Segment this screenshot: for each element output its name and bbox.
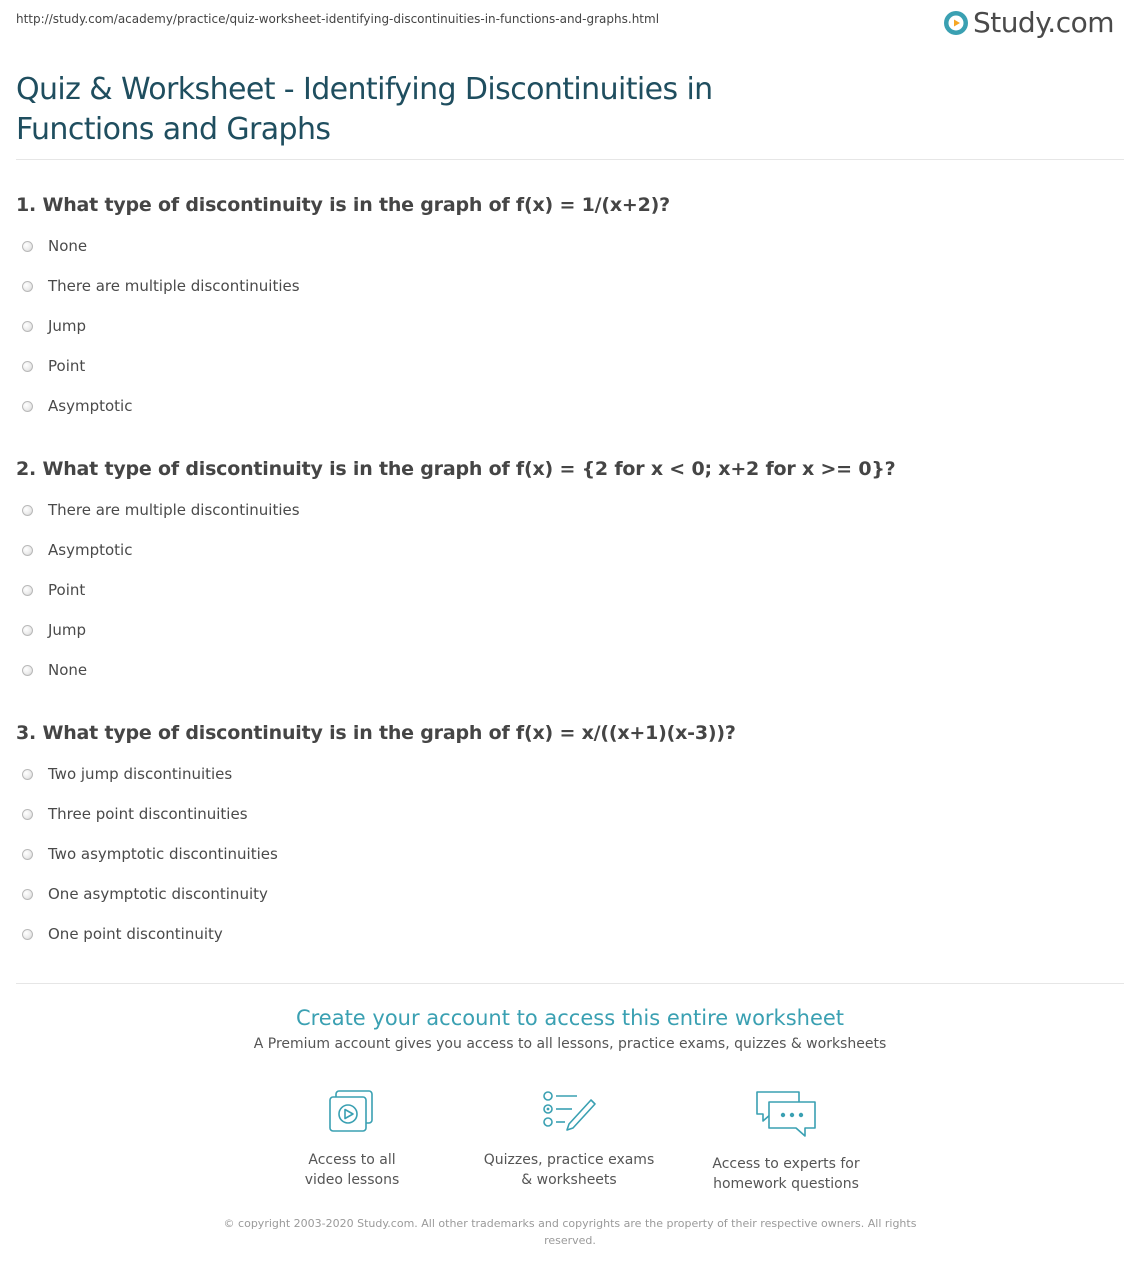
answer-option[interactable]: Three point discontinuities xyxy=(22,805,248,823)
study-logo[interactable] xyxy=(943,6,1114,39)
feature-quizzes: Quizzes, practice exams & worksheets xyxy=(474,1088,664,1190)
radio-button[interactable] xyxy=(22,809,33,820)
video-lessons-icon xyxy=(324,1088,380,1136)
radio-button[interactable] xyxy=(22,505,33,516)
question-text: 2. What type of discontinuity is in the graph of f(x) = {2 for x < 0; x+2 for x >= 0}? xyxy=(16,458,896,480)
cta-subtitle: A Premium account gives you access to all lessons, practice exams, quizzes & worksheets xyxy=(253,1036,887,1052)
answer-option[interactable]: Asymptotic xyxy=(22,541,132,559)
radio-button[interactable] xyxy=(22,625,33,636)
answer-option[interactable]: Point xyxy=(22,581,85,599)
answer-option[interactable]: Jump xyxy=(22,621,86,639)
radio-button[interactable] xyxy=(22,665,33,676)
radio-button[interactable] xyxy=(22,545,33,556)
quiz-checklist-icon xyxy=(539,1088,599,1136)
divider xyxy=(16,159,1124,160)
question-text: 1. What type of discontinuity is in the graph of f(x) = 1/(x+2)? xyxy=(16,194,670,216)
answer-option[interactable]: There are multiple discontinuities xyxy=(22,501,300,519)
feature-experts: Access to experts for homework questions xyxy=(691,1088,881,1194)
page-title: Quiz & Worksheet - Identifying Discontinuities in Functions and Graphs xyxy=(16,72,713,147)
radio-button[interactable] xyxy=(22,281,33,292)
logo-text: Study.com xyxy=(972,6,1114,39)
play-circle-icon xyxy=(943,10,969,36)
radio-button[interactable] xyxy=(22,321,33,332)
answer-option[interactable]: None xyxy=(22,661,87,679)
chat-experts-icon xyxy=(753,1088,819,1140)
answer-option[interactable]: One point discontinuity xyxy=(22,925,223,943)
page-url: http://study.com/academy/practice/quiz-worksheet-identifying-discontinuities-in-functions-and-graphs.html xyxy=(16,12,660,26)
copyright: © copyright 2003-2020 Study.com. All other trademarks and copyrights are the property of their respective owners. All rights reserved. xyxy=(223,1217,917,1247)
radio-button[interactable] xyxy=(22,585,33,596)
radio-button[interactable] xyxy=(22,401,33,412)
answer-option[interactable]: None xyxy=(22,237,87,255)
answer-option[interactable]: Two asymptotic discontinuities xyxy=(22,845,278,863)
radio-button[interactable] xyxy=(22,929,33,940)
answer-option[interactable]: One asymptotic discontinuity xyxy=(22,885,268,903)
radio-button[interactable] xyxy=(22,849,33,860)
radio-button[interactable] xyxy=(22,361,33,372)
radio-button[interactable] xyxy=(22,769,33,780)
answer-option[interactable]: Two jump discontinuities xyxy=(22,765,232,783)
cta-title[interactable]: Create your account to access this entire worksheet xyxy=(295,1006,845,1030)
feature-video-lessons: Access to all video lessons xyxy=(257,1088,447,1190)
answer-option[interactable]: Asymptotic xyxy=(22,397,132,415)
answer-option[interactable]: Jump xyxy=(22,317,86,335)
answer-option[interactable]: There are multiple discontinuities xyxy=(22,277,300,295)
radio-button[interactable] xyxy=(22,889,33,900)
answer-option[interactable]: Point xyxy=(22,357,85,375)
divider xyxy=(16,983,1124,984)
question-text: 3. What type of discontinuity is in the graph of f(x) = x/((x+1)(x-3))? xyxy=(16,722,736,744)
radio-button[interactable] xyxy=(22,241,33,252)
